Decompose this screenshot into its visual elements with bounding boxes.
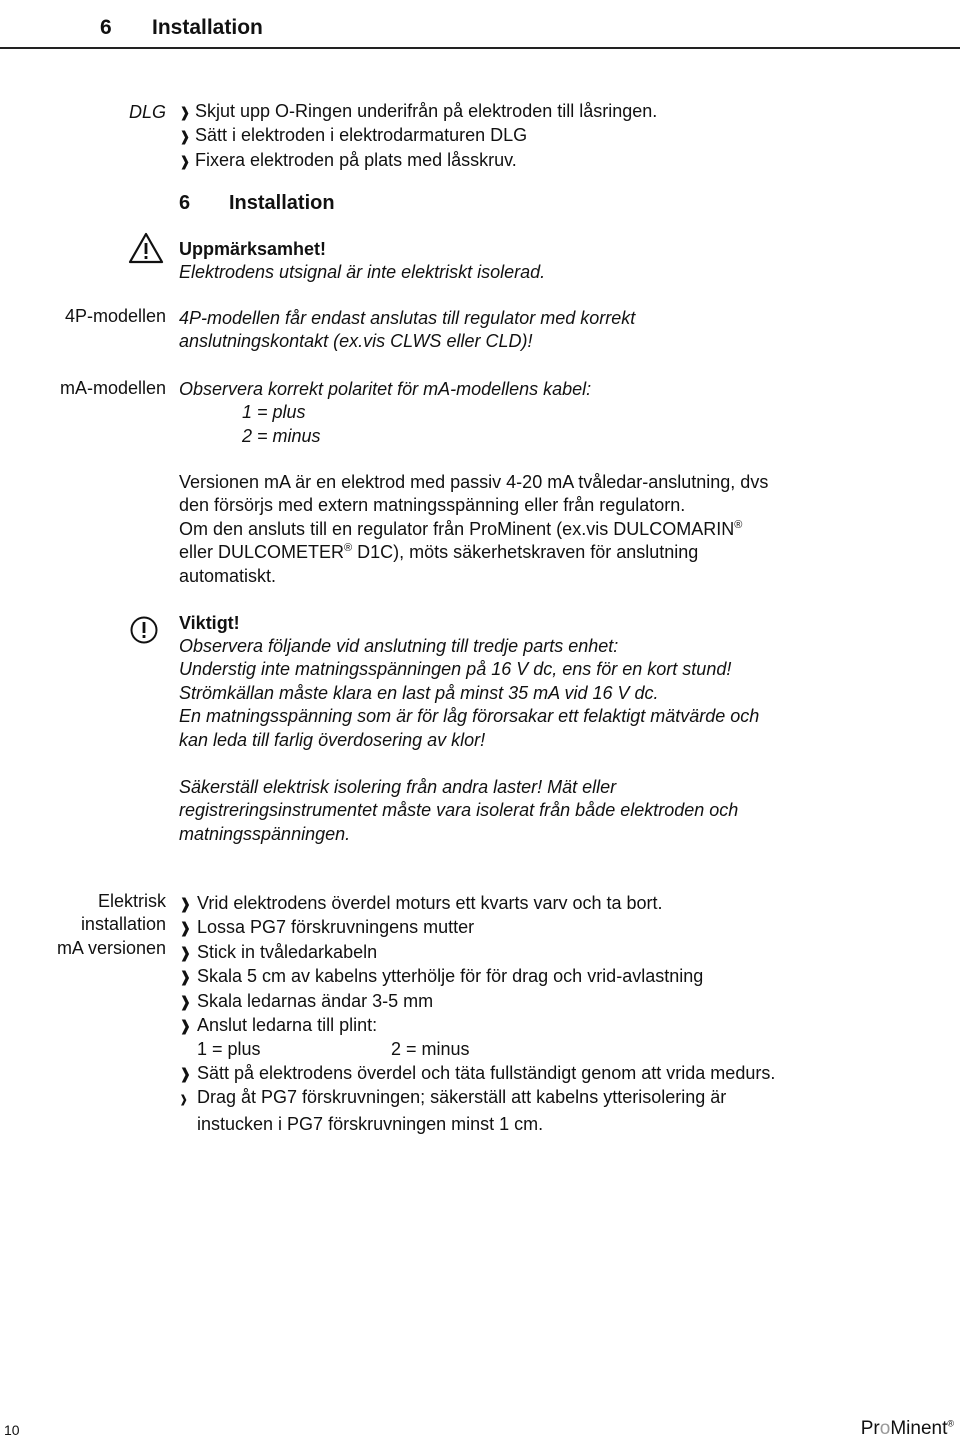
bullet-icon: ❱ (179, 152, 191, 169)
list-item: ❱ Skala 5 cm av kabelns ytterhölje för för drag och vrid-avlastning (179, 965, 775, 989)
version-paragraph: Versionen mA är en elektrod med passiv 4-20 mA tvåledar-anslutning, dvs den försörjs med extern matningsspänning eller från regulatorn. Om den ansluts till en regulator från ProMinent (ex.vis DULCOMARIN® eller DULCOMETER® D1C), möts säkerhetskraven för anslutning automatiskt. (179, 472, 769, 586)
p4-text: 4P-modellen får endast anslutas till regulator med korrekt anslutningskontakt (ex.vis CLWS eller CLD)! (179, 308, 636, 352)
important-text: Observera följande vid anslutning till tredje parts enhet: Understig inte matningsspänningen på 16 V dc, ens för en kort stund! Strömkällan måste klara en last på minst 35 mA vid 16 V dc. En matningsspänning som är för låg förorsakar ett felaktigt mätvärde och kan leda till farlig överdosering av klor! (179, 636, 760, 750)
ma-polarity-text: Observera korrekt polaritet för mA-modellens kabel: 1 = plus 2 = minus (179, 379, 592, 446)
list-item: ❱ Sätt på elektrodens överdel och täta fullständigt genom att vrida medurs. (179, 1062, 775, 1086)
header-title: Installation (152, 16, 263, 39)
list-item: ❱ Vrid elektrodens överdel moturs ett kvarts varv och ta bort. (179, 892, 775, 916)
list-item: ❱ Stick in tvåledarkabeln (179, 941, 775, 965)
bullet-icon: ❱ (179, 993, 192, 1011)
list-item: ❱ Sätt i elektroden i elektrodarmaturen DLG (179, 124, 657, 148)
bullet-icon: ❱ (179, 920, 192, 938)
caution-title: Uppmärksamhet! (179, 239, 327, 259)
page-number: 10 (4, 1422, 20, 1438)
electrical-steps-list (179, 892, 775, 1136)
dlg-list (179, 100, 657, 173)
registered-mark: ® (734, 518, 743, 531)
side-label-electrical: Elektrisk installation mA versionen (56, 891, 166, 958)
bullet-icon: ❱ (179, 128, 191, 145)
isolation-text: Säkerställ elektrisk isolering från andra laster! Mät eller registreringsinstrumentet måste vara isolerat från både elektroden och matningsspänningen. (179, 777, 739, 844)
bullet-icon: ❱ (179, 104, 191, 120)
registered-mark: ® (344, 542, 353, 555)
list-item: ❱ Fixera elektroden på plats med låsskruv. (179, 149, 657, 173)
important-circle-icon (129, 615, 159, 645)
list-item: ❱ Lossa PG7 förskruvningens mutter (179, 916, 775, 940)
side-label-ma: mA-modellen (59, 378, 166, 398)
list-item: ❱ Drag åt PG7 förskruvningen; säkerställ att kabelns ytterisolering är (179, 1086, 775, 1112)
bullet-icon: ❱ (179, 1065, 192, 1083)
header-rule (0, 47, 960, 49)
warning-triangle-icon (128, 232, 164, 264)
caution-text: Elektrodens utsignal är inte elektriskt isolerad. (179, 262, 546, 282)
prominent-logo: ProMinent® (860, 1418, 954, 1439)
list-item: ❱ Anslut ledarna till plint: (179, 1014, 775, 1038)
section-number: 6 (179, 192, 191, 214)
plint-values: 1 = plus 2 = minus (197, 1039, 470, 1060)
header-chapter-number: 6 (100, 16, 112, 39)
bullet-icon: ❱ (179, 1018, 192, 1036)
bullet-icon: ❱ (179, 896, 192, 913)
side-label-dlg: DLG (128, 102, 166, 122)
bullet-icon: ❱ (179, 944, 192, 962)
bullet-icon: ❱ (179, 1094, 189, 1107)
list-item-continuation: instucken i PG7 förskruvningen minst 1 cm. (197, 1113, 544, 1134)
important-title: Viktigt! (179, 613, 240, 633)
list-item: ❱ Skala ledarnas ändar 3-5 mm (179, 990, 775, 1014)
side-label-4p: 4P-modellen (64, 306, 166, 326)
bullet-icon: ❱ (179, 969, 192, 987)
section-title: Installation (229, 192, 335, 214)
list-item: ❱ Skjut upp O-Ringen underifrån på elektroden till låsringen. (179, 100, 657, 124)
